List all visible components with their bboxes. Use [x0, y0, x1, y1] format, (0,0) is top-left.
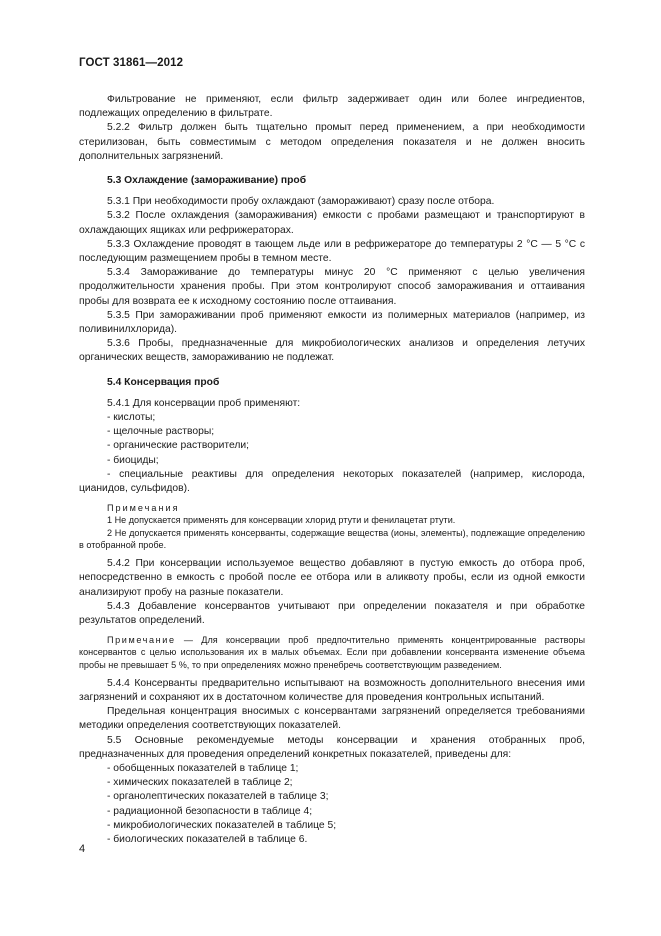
section-5-3-title: 5.3 Охлаждение (замораживание) проб [107, 175, 307, 187]
note-preservatives [79, 634, 585, 671]
clause-5-4-2: 5.4.2 При консервации используемое вещество добавляют в пустую емкость до отбора проб, непосредственно в емкость с пробой после ее отбора или в аликвоту пробы, если из одной емкости анализируют пробу на разные показатели. [79, 558, 585, 598]
list-item: - щелочные растворы; [107, 426, 215, 438]
list-item: - биоциды; [107, 454, 159, 466]
clause-5-5: 5.5 Основные рекомендуемые методы консервации и хранения отобранных проб, предназначенных для проведения определений конкретных показателей, приведены для: [79, 734, 585, 760]
clause-5-4-1: 5.4.1 Для консервации проб применяют: [107, 397, 301, 409]
clause-5-3-4: 5.3.4 Замораживание до температуры минус 20 °С применяют с целью увеличения продолжительности хранения пробы. При этом контролируют способ замораживания и оттаивания пробы для возврата ее к исходному состоянию после оттаивания. [79, 267, 585, 307]
list-item: - микробиологических показателей в таблице 5; [107, 819, 337, 831]
note-2: 2 Не допускается применять консерванты, содержащие вещества (ионы, элементы), подлежащие определению в отобранной пробе. [79, 527, 585, 550]
list-item: - специальные реактивы для определения некоторых показателей (например, кислорода, цианидов, сульфидов). [79, 468, 585, 495]
clause-5-3-2: 5.3.2 После охлаждения (замораживания) емкости с пробами размещают и транспортируют в охлаждающих ящиках или рефрижераторах. [79, 210, 585, 236]
clause-5-3-3: 5.3.3 Охлаждение проводят в тающем льде или в рефрижераторе до температуры 2 °С — 5 °С с последующим размещением пробы в темном месте. [79, 238, 585, 265]
list-item: - кислоты; [107, 412, 156, 424]
note-text: — Для консервации проб предпочтительно применять концентрированные растворы консервантов с целью использования их в малых объемах. Если при добавлении консерванта изменение объема пробы не превышает 5 %, то при определениях можно пренебречь соответствующим разведением. [79, 635, 585, 670]
list-item: - органические растворители; [107, 440, 250, 452]
section-5-4-title: 5.4 Консервация проб [107, 376, 220, 388]
clause-5-3-5: 5.3.5 При замораживании проб применяют емкости из полимерных материалов (например, из поливинилхлорида). [79, 309, 585, 336]
notes-title: Примечания [107, 503, 180, 514]
clause-5-4-3: 5.4.3 Добавление консервантов учитывают при определении показателя и при обработке результатов определений. [79, 600, 585, 626]
list-item: - органолептических показателей в таблице 3; [107, 791, 329, 803]
clause-5-2-2: 5.2.2 Фильтр должен быть тщательно промыт перед применением, а при необходимости стерилизован, быть совместимым с методом определения показателя и не должен вносить дополнительных загрязнений. [79, 122, 585, 162]
list-item: - обобщенных показателей в таблице 1; [107, 762, 299, 774]
paragraph-filtration: Фильтрование не применяют, если фильтр задерживает один или более ингредиентов, подлежащих определению в фильтрате. [79, 94, 585, 120]
clause-5-3-1: 5.3.1 При необходимости пробу охлаждают (замораживают) сразу после отбора. [107, 196, 495, 208]
document-body [79, 93, 585, 847]
list-item: - химических показателей в таблице 2; [107, 777, 293, 789]
note-1: 1 Не допускается применять для консервации хлорид ртути и фенилацетат ртути. [107, 515, 456, 526]
paragraph-limit-concentration: Предельная концентрация вносимых с консервантами загрязнений определяется требованиями методики определения соответствующих показателей. [79, 706, 585, 732]
list-item: - радиационной безопасности в таблице 4; [107, 805, 313, 817]
clause-5-3-6: 5.3.6 Пробы, предназначенные для микробиологических анализов и определения летучих органических веществ, замораживанию не подлежат. [79, 338, 585, 364]
list-item: - биологических показателей в таблице 6. [107, 833, 308, 845]
note-label: Примечание [107, 635, 176, 646]
standard-header: ГОСТ 31861—2012 [79, 57, 184, 69]
page-number: 4 [79, 843, 86, 855]
clause-5-4-4: 5.4.4 Консерванты предварительно испытывают на возможность дополнительного внесения ими загрязнений и сохраняют их в достаточном количестве для проведения контрольных испытаний. [79, 677, 585, 703]
